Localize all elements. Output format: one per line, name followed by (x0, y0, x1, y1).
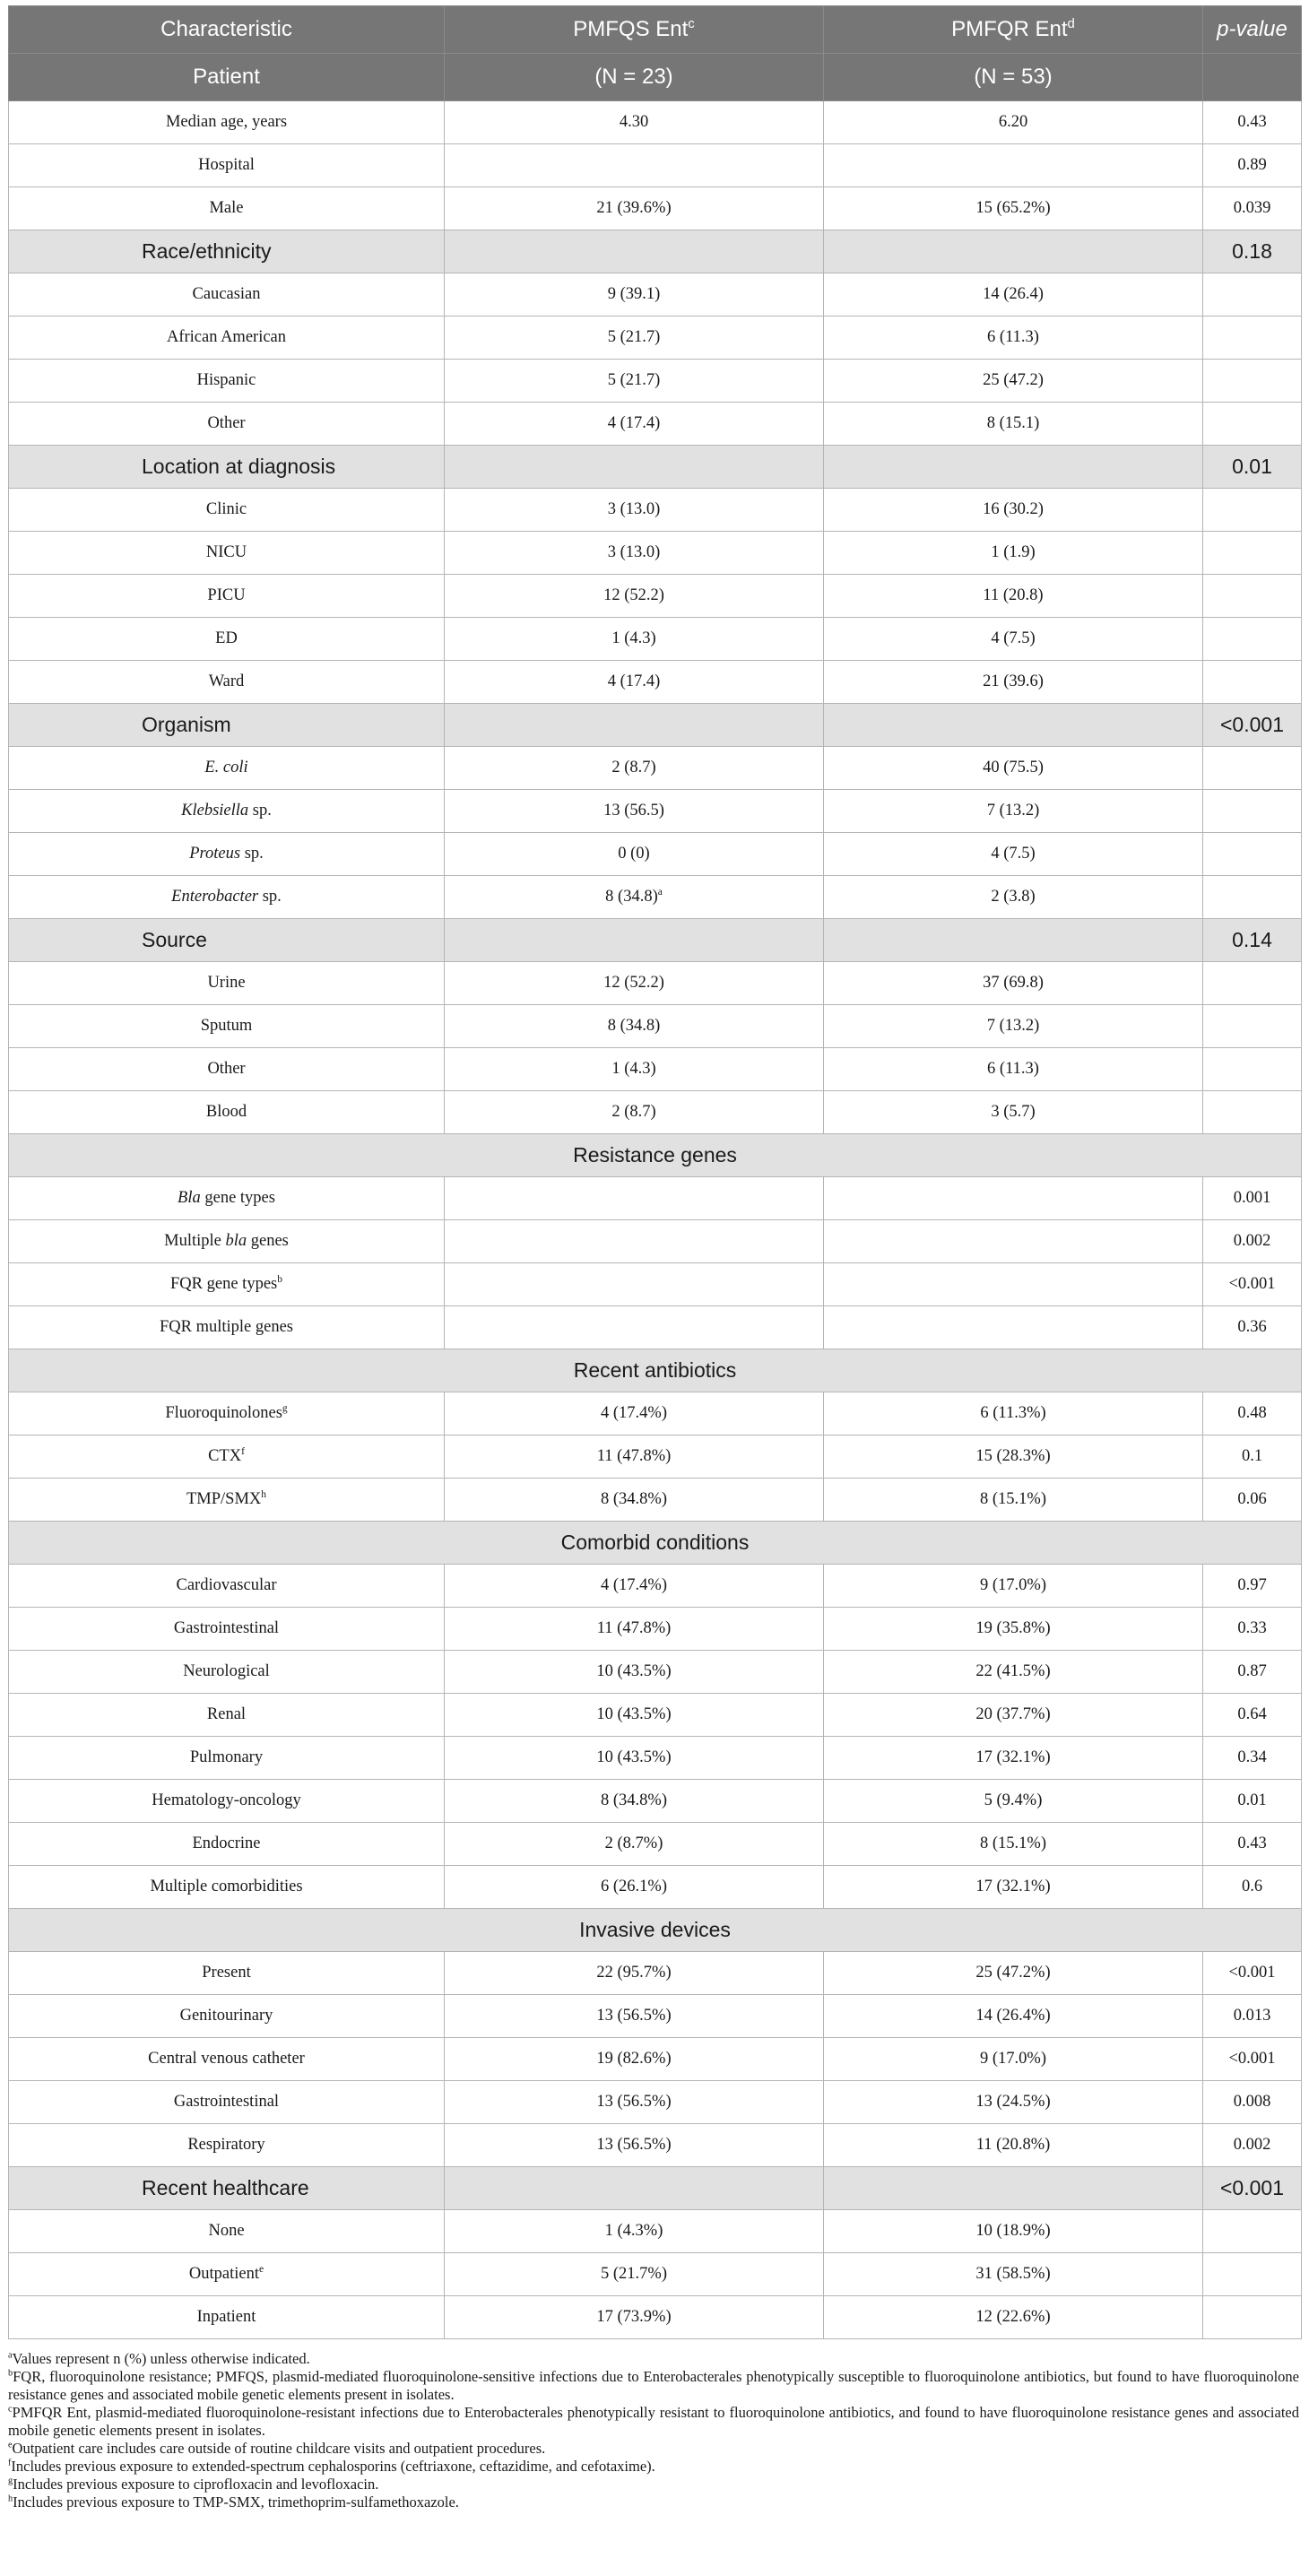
table-row (9, 101, 1302, 144)
table-row (9, 1263, 1302, 1306)
section-title: Location at diagnosis (9, 446, 445, 489)
p-value (1203, 273, 1302, 317)
p-value: <0.001 (1203, 1952, 1302, 1995)
row-label: Bla gene types (9, 1177, 445, 1220)
section-header-location (9, 446, 1302, 489)
row-label: Other (9, 403, 445, 446)
pmfqr-value (824, 1263, 1203, 1306)
p-value (1203, 2210, 1302, 2253)
p-value: 0.48 (1203, 1392, 1302, 1435)
p-value: 0.008 (1203, 2081, 1302, 2124)
section-header-race (9, 230, 1302, 273)
section-title: Resistance genes (9, 1134, 1302, 1177)
pmfqr-value: 7 (13.2) (824, 790, 1203, 833)
row-label: E. coli (9, 747, 445, 790)
row-label: TMP/SMX$^h$ (9, 1479, 445, 1522)
p-value (1203, 489, 1302, 532)
table-row (9, 1694, 1302, 1737)
row-label: ED (9, 618, 445, 661)
table-row (9, 2210, 1302, 2253)
table-row (9, 1608, 1302, 1651)
table-row (9, 2296, 1302, 2339)
table-row (9, 1435, 1302, 1479)
row-label: None (9, 2210, 445, 2253)
table-row (9, 1565, 1302, 1608)
row-label: Pulmonary (9, 1737, 445, 1780)
table-row (9, 2124, 1302, 2167)
table-row (9, 833, 1302, 876)
pmfqr-value: 22 (41.5%) (824, 1651, 1203, 1694)
p-value (1203, 2253, 1302, 2296)
table-row (9, 403, 1302, 446)
pmfqs-value: 4 (17.4) (445, 661, 824, 704)
footnote: $^c$PMFQR Ent, plasmid-mediated fluoroquinolone-resistant infections due to Enterobacterales phenotypically resistant to fluoroquinolone antibiotics, and found to have fluoroquinolone resistance genes and associated mobile genetic elements present in isolates. (8, 2404, 1299, 2439)
p-value: 0.34 (1203, 1737, 1302, 1780)
p-value: 0.64 (1203, 1694, 1302, 1737)
pmfqs-value: 12 (52.2) (445, 575, 824, 618)
pmfqs-value: 8 (34.8) (445, 1005, 824, 1048)
header-row (9, 6, 1302, 54)
p-value: 0.43 (1203, 1823, 1302, 1866)
pmfqs-value: 2 (8.7) (445, 1091, 824, 1134)
p-value: <0.001 (1203, 2038, 1302, 2081)
section-title: Recent healthcare (9, 2167, 445, 2210)
header-row-patient (9, 54, 1302, 101)
table-row (9, 790, 1302, 833)
row-label: Central venous catheter (9, 2038, 445, 2081)
row-label: Blood (9, 1091, 445, 1134)
pmfqs-value: 5 (21.7) (445, 360, 824, 403)
pmfqr-value: 12 (22.6%) (824, 2296, 1203, 2339)
table-row (9, 1995, 1302, 2038)
pmfqs-value: 8 (34.8%) (445, 1780, 824, 1823)
pmfqs-value: 0 (0) (445, 833, 824, 876)
section-p-value: <0.001 (1203, 704, 1302, 747)
pmfqr-value: 25 (47.2) (824, 360, 1203, 403)
row-label: Proteus sp. (9, 833, 445, 876)
section-p-value: 0.18 (1203, 230, 1302, 273)
row-label: Genitourinary (9, 1995, 445, 2038)
footnote: $^g$Includes previous exposure to ciprofloxacin and levofloxacin. (8, 2476, 379, 2493)
table-body (9, 101, 1302, 2339)
p-value: <0.001 (1203, 1263, 1302, 1306)
row-label: Inpatient (9, 2296, 445, 2339)
row-label: Sputum (9, 1005, 445, 1048)
pmfqs-value: 1 (4.3) (445, 618, 824, 661)
pmfqr-value: 14 (26.4) (824, 273, 1203, 317)
section-title: Comorbid conditions (9, 1522, 1302, 1565)
table-row (9, 532, 1302, 575)
row-label: Present (9, 1952, 445, 1995)
pmfqs-value (445, 1263, 824, 1306)
table-row (9, 2253, 1302, 2296)
section-p-value: 0.01 (1203, 446, 1302, 489)
pmfqr-value: 6 (11.3%) (824, 1392, 1203, 1435)
pmfqs-value: 13 (56.5) (445, 790, 824, 833)
table-row (9, 661, 1302, 704)
section-header-antibiotics (9, 1349, 1302, 1392)
table-row (9, 1823, 1302, 1866)
pmfqr-value: 17 (32.1%) (824, 1866, 1203, 1909)
row-label: Gastrointestinal (9, 1608, 445, 1651)
section-p-value: <0.001 (1203, 2167, 1302, 2210)
pmfqs-value: 8 (34.8%) (445, 1479, 824, 1522)
header-p-value: p-value (1203, 6, 1302, 54)
row-label: Hispanic (9, 360, 445, 403)
pmfqs-value: 4 (17.4%) (445, 1392, 824, 1435)
table-row (9, 962, 1302, 1005)
row-label: FQR multiple genes (9, 1306, 445, 1349)
table-row (9, 618, 1302, 661)
table-row (9, 747, 1302, 790)
pmfqs-value: 10 (43.5%) (445, 1694, 824, 1737)
table-row (9, 2081, 1302, 2124)
pmfqr-value (824, 144, 1203, 187)
row-label: Endocrine (9, 1823, 445, 1866)
row-label: Enterobacter sp. (9, 876, 445, 919)
table-row (9, 1177, 1302, 1220)
p-value (1203, 962, 1302, 1005)
row-label: Respiratory (9, 2124, 445, 2167)
footnotes (8, 2350, 1299, 2511)
section-title: Invasive devices (9, 1909, 1302, 1952)
row-label: Ward (9, 661, 445, 704)
footnote: $^h$Includes previous exposure to TMP-SMX, trimethoprim-sulfamethoxazole. (8, 2494, 459, 2511)
pmfqr-value: 11 (20.8%) (824, 2124, 1203, 2167)
p-value (1203, 360, 1302, 403)
pmfqs-value: 8 $(34.8)^a$ (445, 876, 824, 919)
section-header-devices (9, 1909, 1302, 1952)
table-row (9, 1780, 1302, 1823)
p-value: 0.89 (1203, 144, 1302, 187)
pmfqs-value: 11 (47.8%) (445, 1608, 824, 1651)
pmfqr-value: 6 (11.3) (824, 317, 1203, 360)
pmfqs-value: 6 (26.1%) (445, 1866, 824, 1909)
p-value (1203, 1091, 1302, 1134)
table-row (9, 1737, 1302, 1780)
table-row (9, 2038, 1302, 2081)
pmfqs-value: 3 (13.0) (445, 532, 824, 575)
pmfqr-value: 16 (30.2) (824, 489, 1203, 532)
row-label: Caucasian (9, 273, 445, 317)
row-label: Outpatient$^e$ (9, 2253, 445, 2296)
table-row (9, 1866, 1302, 1909)
p-value: 0.002 (1203, 2124, 1302, 2167)
pmfqs-value: 4.30 (445, 101, 824, 144)
row-label: Gastrointestinal (9, 2081, 445, 2124)
table-row (9, 1220, 1302, 1263)
pmfqr-value: 19 (35.8%) (824, 1608, 1203, 1651)
pmfqs-value: 13 (56.5%) (445, 1995, 824, 2038)
row-label: Multiple comorbidities (9, 1866, 445, 1909)
section-header-source (9, 919, 1302, 962)
pmfqr-value: 15 (65.2%) (824, 187, 1203, 230)
p-value (1203, 833, 1302, 876)
characteristics-table (8, 5, 1302, 2339)
row-label: Hematology-oncology (9, 1780, 445, 1823)
table-row (9, 187, 1302, 230)
row-label: Fluoroquinolones$^g$ (9, 1392, 445, 1435)
pmfqr-value: 10 (18.9%) (824, 2210, 1203, 2253)
pmfqs-value: 9 (39.1) (445, 273, 824, 317)
table-row (9, 1651, 1302, 1694)
p-value (1203, 747, 1302, 790)
header-pmfqr: PMFQR Ent$^d$ (824, 6, 1203, 54)
pmfqs-value: 10 (43.5%) (445, 1651, 824, 1694)
p-value: 0.001 (1203, 1177, 1302, 1220)
row-label: Multiple bla genes (9, 1220, 445, 1263)
table-row (9, 1005, 1302, 1048)
section-title: Race/ethnicity (9, 230, 445, 273)
pmfqs-value: 5 (21.7) (445, 317, 824, 360)
pmfqr-value: 15 (28.3%) (824, 1435, 1203, 1479)
pmfqs-value: 19 (82.6%) (445, 2038, 824, 2081)
pmfqs-value: 12 (52.2) (445, 962, 824, 1005)
pmfqr-value: 31 (58.5%) (824, 2253, 1203, 2296)
pmfqr-value: 4 (7.5) (824, 618, 1203, 661)
section-p-value: 0.14 (1203, 919, 1302, 962)
p-value (1203, 1005, 1302, 1048)
pmfqr-value (824, 1177, 1203, 1220)
table-row (9, 360, 1302, 403)
p-value (1203, 1048, 1302, 1091)
p-value: 0.43 (1203, 101, 1302, 144)
pmfqr-value: 8 (15.1%) (824, 1479, 1203, 1522)
p-value: 0.013 (1203, 1995, 1302, 2038)
p-value (1203, 317, 1302, 360)
pmfqr-value (824, 1306, 1203, 1349)
row-label: African American (9, 317, 445, 360)
p-value (1203, 618, 1302, 661)
pmfqs-value (445, 1177, 824, 1220)
pmfqs-value (445, 144, 824, 187)
pmfqr-value: 2 (3.8) (824, 876, 1203, 919)
row-label: Male (9, 187, 445, 230)
p-value: 0.1 (1203, 1435, 1302, 1479)
pmfqr-value: 37 (69.8) (824, 962, 1203, 1005)
section-header-comorbid (9, 1522, 1302, 1565)
p-value: 0.01 (1203, 1780, 1302, 1823)
pmfqs-value: 10 (43.5%) (445, 1737, 824, 1780)
p-value: 0.039 (1203, 187, 1302, 230)
pmfqs-value: 2 (8.7%) (445, 1823, 824, 1866)
pmfqr-value: 20 (37.7%) (824, 1694, 1203, 1737)
pmfqs-value: 5 (21.7%) (445, 2253, 824, 2296)
pmfqr-value: 8 (15.1%) (824, 1823, 1203, 1866)
pmfqr-value: 40 (75.5) (824, 747, 1203, 790)
p-value: 0.36 (1203, 1306, 1302, 1349)
pmfqr-value: 8 (15.1) (824, 403, 1203, 446)
pmfqs-value: 2 (8.7) (445, 747, 824, 790)
pmfqr-value: 3 (5.7) (824, 1091, 1203, 1134)
pmfqr-value: 7 (13.2) (824, 1005, 1203, 1048)
section-header-organism (9, 704, 1302, 747)
row-label: Klebsiella sp. (9, 790, 445, 833)
table-row (9, 575, 1302, 618)
pmfqs-value: 21 (39.6%) (445, 187, 824, 230)
p-value (1203, 403, 1302, 446)
row-label: Cardiovascular (9, 1565, 445, 1608)
pmfqr-value: 5 (9.4%) (824, 1780, 1203, 1823)
pmfqr-value (824, 1220, 1203, 1263)
table-row (9, 317, 1302, 360)
header-patient: Patient (9, 54, 445, 101)
section-title: Recent antibiotics (9, 1349, 1302, 1392)
p-value: 0.97 (1203, 1565, 1302, 1608)
p-value: 0.002 (1203, 1220, 1302, 1263)
table-row (9, 144, 1302, 187)
table-row (9, 1048, 1302, 1091)
p-value: 0.87 (1203, 1651, 1302, 1694)
table-row (9, 1392, 1302, 1435)
pmfqs-value: 13 (56.5%) (445, 2081, 824, 2124)
table-row (9, 489, 1302, 532)
p-value (1203, 661, 1302, 704)
pmfqs-value: 4 (17.4) (445, 403, 824, 446)
pmfqs-value (445, 1306, 824, 1349)
table-row (9, 876, 1302, 919)
header-blank (1203, 54, 1302, 101)
row-label: Hospital (9, 144, 445, 187)
table-row (9, 1479, 1302, 1522)
pmfqs-value: 3 (13.0) (445, 489, 824, 532)
row-label: Renal (9, 1694, 445, 1737)
pmfqs-value: 17 (73.9%) (445, 2296, 824, 2339)
p-value (1203, 2296, 1302, 2339)
header-n-pmfqr: (N = 53) (824, 54, 1203, 101)
pmfqr-value: 6.20 (824, 101, 1203, 144)
pmfqs-value: 13 (56.5%) (445, 2124, 824, 2167)
table-row (9, 1091, 1302, 1134)
pmfqr-value: 21 (39.6) (824, 661, 1203, 704)
table-row (9, 273, 1302, 317)
row-label: Neurological (9, 1651, 445, 1694)
pmfqr-value: 13 (24.5%) (824, 2081, 1203, 2124)
row-label: Other (9, 1048, 445, 1091)
section-title: Source (9, 919, 445, 962)
pmfqs-value: 22 (95.7%) (445, 1952, 824, 1995)
pmfqr-value: 6 (11.3) (824, 1048, 1203, 1091)
pmfqr-value: 4 (7.5) (824, 833, 1203, 876)
footnote: $^a$Values represent n (%) unless otherwise indicated. (8, 2350, 310, 2367)
section-header-genes (9, 1134, 1302, 1177)
row-label: PICU (9, 575, 445, 618)
p-value (1203, 876, 1302, 919)
p-value: 0.06 (1203, 1479, 1302, 1522)
table-row (9, 1306, 1302, 1349)
p-value: 0.6 (1203, 1866, 1302, 1909)
header-pmfqs: PMFQS Ent$^c$ (445, 6, 824, 54)
pmfqs-value: 11 (47.8%) (445, 1435, 824, 1479)
pmfqs-value: 1 (4.3%) (445, 2210, 824, 2253)
section-title: Organism (9, 704, 445, 747)
row-label: Median age, years (9, 101, 445, 144)
pmfqs-value: 1 (4.3) (445, 1048, 824, 1091)
header-characteristic: Characteristic (9, 6, 445, 54)
row-label: Clinic (9, 489, 445, 532)
p-value: 0.33 (1203, 1608, 1302, 1651)
row-label: FQR gene types$^b$ (9, 1263, 445, 1306)
row-label: Urine (9, 962, 445, 1005)
pmfqr-value: 17 (32.1%) (824, 1737, 1203, 1780)
table-row (9, 1952, 1302, 1995)
footnote: $^e$Outpatient care includes care outside of routine childcare visits and outpatient procedures. (8, 2440, 546, 2457)
row-label: NICU (9, 532, 445, 575)
section-header-healthcare (9, 2167, 1302, 2210)
p-value (1203, 575, 1302, 618)
header-n-pmfqs: (N = 23) (445, 54, 824, 101)
pmfqr-value: 25 (47.2%) (824, 1952, 1203, 1995)
pmfqr-value: 9 (17.0%) (824, 1565, 1203, 1608)
footnote: $^b$FQR, fluoroquinolone resistance; PMFQS, plasmid-mediated fluoroquinolone-sensitive infections due to Enterobacterales phenotypically susceptible to fluoroquinolone antibiotics, but found to have fluoroquinolone resistance genes and associated mobile genetic elements present in isolates. (8, 2368, 1299, 2403)
pmfqr-value: 11 (20.8) (824, 575, 1203, 618)
pmfqs-value: 4 (17.4%) (445, 1565, 824, 1608)
pmfqs-value (445, 1220, 824, 1263)
p-value (1203, 532, 1302, 575)
pmfqr-value: 14 (26.4%) (824, 1995, 1203, 2038)
pmfqr-value: 1 (1.9) (824, 532, 1203, 575)
row-label: CTX$^f$ (9, 1435, 445, 1479)
pmfqr-value: 9 (17.0%) (824, 2038, 1203, 2081)
footnote: $^f$Includes previous exposure to extended-spectrum cephalosporins (ceftriaxone, ceftazidime, and cefotaxime). (8, 2458, 655, 2475)
table-container (8, 5, 1301, 2511)
p-value (1203, 790, 1302, 833)
